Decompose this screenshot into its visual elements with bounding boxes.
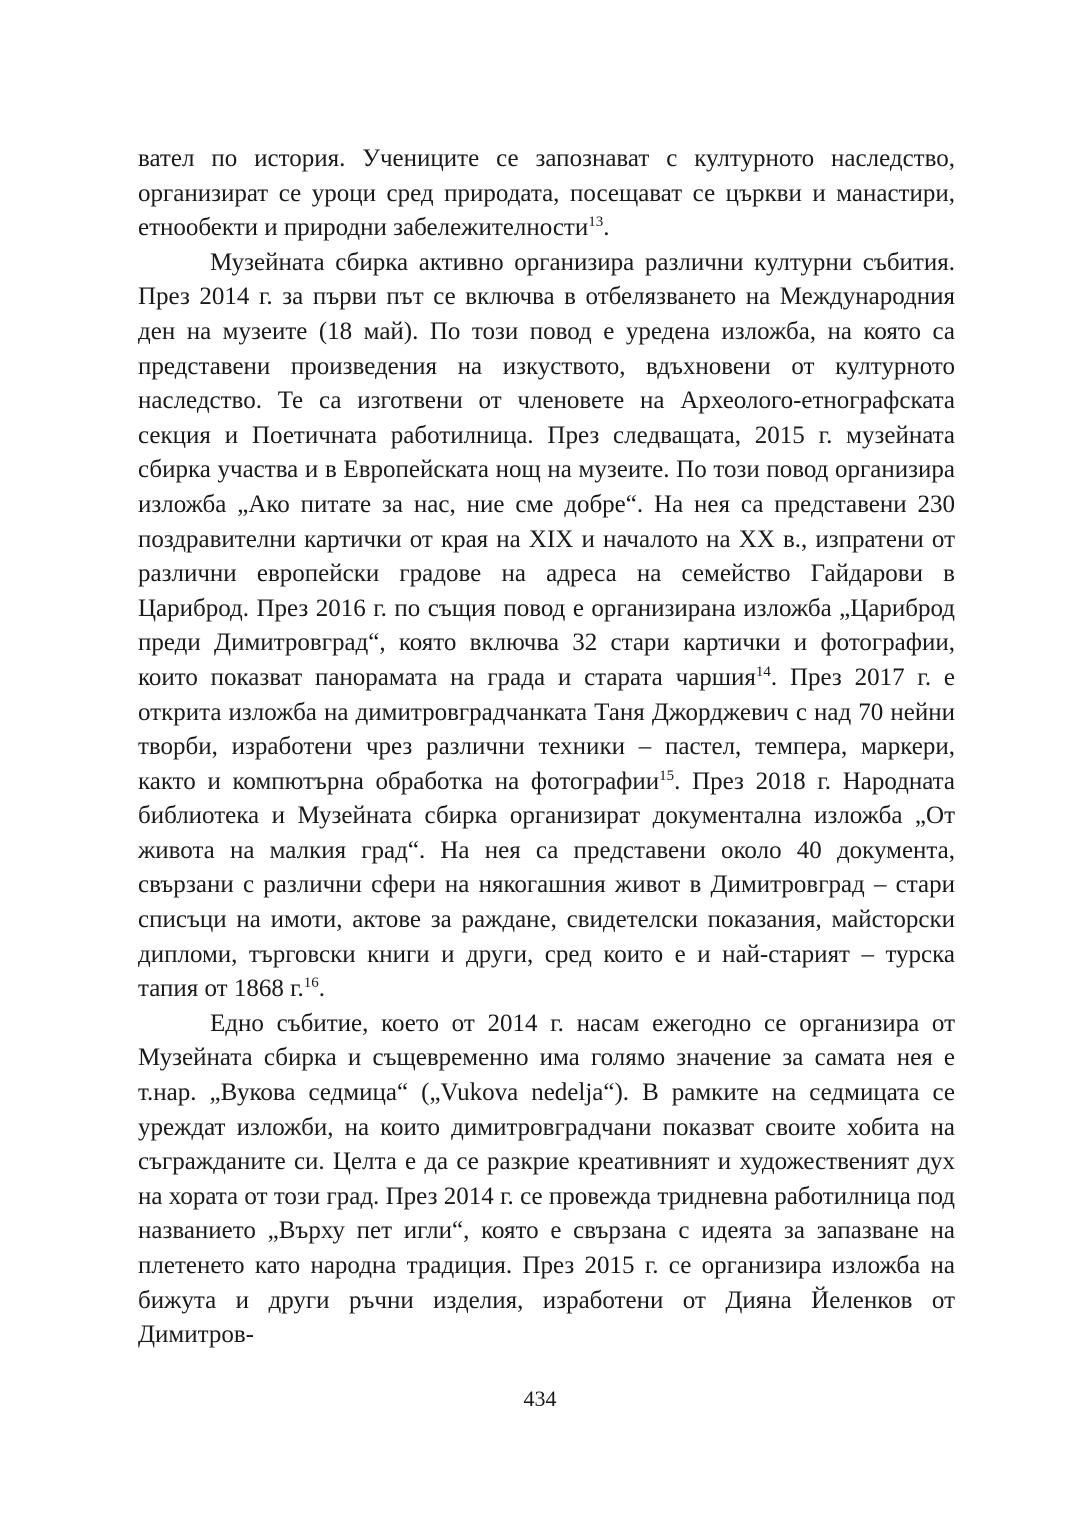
paragraph-text: . През 2017 г. е открита изложба на димитровградчанката Таня Джорджевич с над 70 нейни творби, изработени чрез различни техники – пастел, темпера, маркери, както и компютърна обработка на фотографии [138, 663, 955, 795]
paragraph-text: Едно събитие, което от 2014 г. насам ежегодно се организира от Музейната сбирка и същевременно има голямо значение за самата нея е т.нар. „Вукова седмица“ („Vukova nedelja“). В рамките на седмицата се уреждат изложби, на които димитровградчани показват своите хобита на съгражданите си. Целта е да се разкрие креативният и художественият дух на хората от този град. През 2014 г. се провежда тридневна работилница под названието „Върху пет игли“, която е свързана с идеята за запазване на плетенето като народна традиция. През 2015 г. се организира изложба на бижута и други ръчни изделия, изработени от Дияна Йеленков от Димитров- [138, 1009, 955, 1349]
footnote-marker: 15 [659, 767, 675, 784]
paragraph-2 [138, 246, 955, 1007]
paragraph-text: вател по история. Учениците се запознават с културното наследство, организират се уроци сред природата, посещават се църкви и манастири, етнообекти и природни забележителности [138, 145, 955, 242]
paragraph-3 [138, 1007, 955, 1353]
footnote-marker: 16 [303, 975, 319, 992]
footnote-marker: 13 [588, 214, 604, 231]
paragraph-text: . През 2018 г. Народната библиотека и Музейната сбирка организират документална изложба „От живота на малкия град“. На нея са представени около 40 документа, свързани с различни сфери на някогашния живот в Димитровград – стари списъци на имоти, актове за раждане, свидетелски показания, майсторски дипломи, търговски книги и други, сред които е и най-старият – турска тапия от 1868 г. [138, 767, 956, 1003]
paragraph-text: Музейната сбирка активно организира различни културни събития. През 2014 г. за първи път се включва в отбелязването на Международния ден на музеите (18 май). По този повод е уредена изложба, на която са представени произведения на изкуството, вдъхновени от културното наследство. Те са изготвени от членовете на Археолого-етнографската секция и Поетичната работилница. През следващата, 2015 г. музейната сбирка участва и в Европейската нощ на музеите. По този повод организира изложба „Ако питате за нас, ние сме добре“. На нея са представени 230 поздравителни картички от края на XIX и началото на XX в., изпратени от различни европейски градове на адреса на семейство Гайдарови в Цариброд. През 2016 г. по същия повод е организирана изложба „Цариброд преди Димитровград“, която включва 32 стари картички и фотографии, които показват панорамата на града и старата чаршия [138, 248, 955, 691]
page-number: 434 [523, 1386, 557, 1411]
paragraph-1 [138, 142, 955, 246]
paragraph-tail: . [318, 975, 326, 1003]
footnote-marker: 14 [755, 663, 771, 680]
paragraph-tail: . [603, 214, 610, 242]
body-text [138, 142, 955, 1353]
